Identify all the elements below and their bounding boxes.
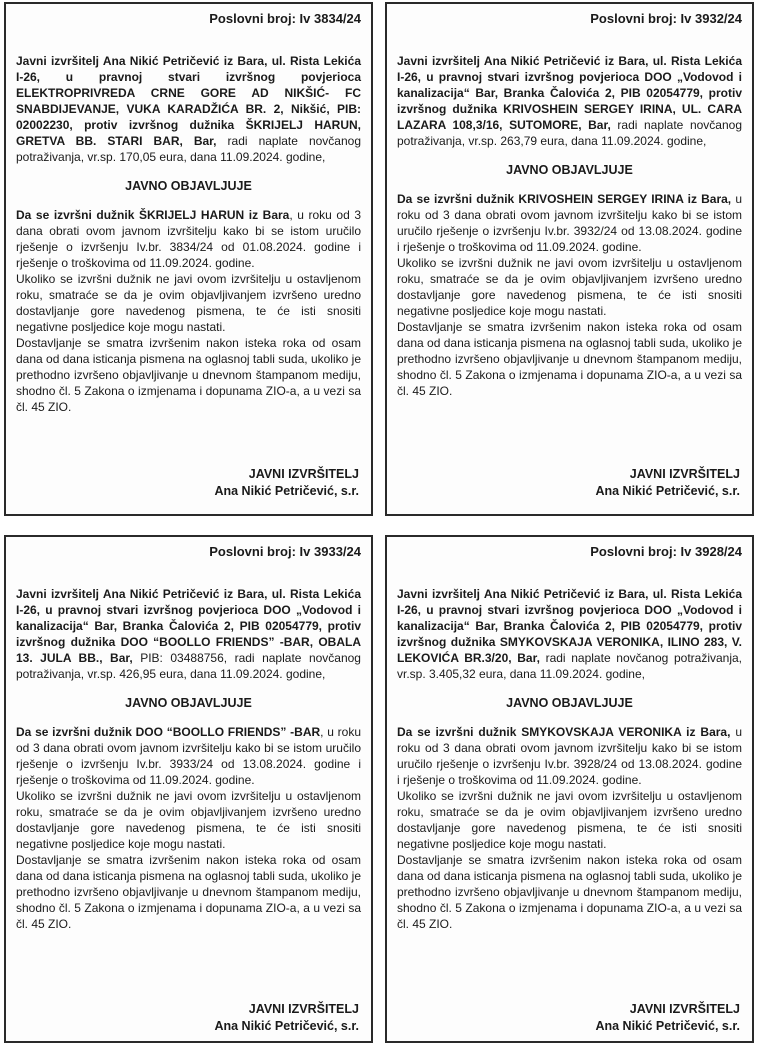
- signature-title: JAVNI IZVRŠITELJ: [248, 1002, 359, 1016]
- intro-rest: radi naplate novčanog potraživanja, vr.sp. 263,79 eura, dana 11.09.2024. godine,: [397, 118, 742, 148]
- debtor-bold: Da se izvršni dužnik DOO “BOOLLO FRIENDS” -BAR: [16, 725, 321, 739]
- notice-iv-3834: [4, 2, 373, 516]
- case-number: Poslovni broj: Iv 3932/24: [590, 11, 742, 26]
- debtor-bold: Da se izvršni dužnik SMYKOVSKAJA VERONIKA iz Bara,: [397, 725, 731, 739]
- signature-name: Ana Nikić Petričević, s.r.: [595, 484, 740, 498]
- notice-heading: JAVNO OBJAVLJUJE: [125, 696, 252, 710]
- paragraph-debtor: [16, 207, 361, 271]
- paragraph-delivery: Dostavljanje se smatra izvršenim nakon isteka roka od osam dana od dana isticanja pismena na oglasnoj tabli suda, ukoliko je prethodno izvršeno objavljivanje u dnevnom štampanom mediju, shodno čl. 5 Zakona o izmjenama i dopunama ZIO-a, a u vezi sa čl. 45 ZIO.: [16, 336, 361, 414]
- paragraph-consequences: Ukoliko se izvršni dužnik ne javi ovom izvršitelju u ostavljenom roku, smatraće se da je ovim objavljivanjem izvršeno uredno dostavljanje gore navedenog pismena, te će isti snositi negativne posljedice koje mogu nastati.: [397, 256, 742, 318]
- notice-body: [397, 191, 742, 399]
- paragraph-consequences: Ukoliko se izvršni dužnik ne javi ovom izvršitelju u ostavljenom roku, smatraće se da je ovim objavljivanjem izvršeno uredno dostavljanje gore navedenog pismena, te će isti snositi negativne posljedice koje mogu nastati.: [16, 272, 361, 334]
- notice-intro: [397, 53, 742, 149]
- notice-heading: JAVNO OBJAVLJUJE: [506, 163, 633, 177]
- paragraph-delivery: Dostavljanje se smatra izvršenim nakon isteka roka od osam dana od dana isticanja pismena na oglasnoj tabli suda, ukoliko je prethodno izvršeno objavljivanje u dnevnom štampanom mediju, shodno čl. 5 Zakona o izmjenama i dopunama ZIO-a, a u vezi sa čl. 45 ZIO.: [397, 320, 742, 398]
- case-number: Poslovni broj: Iv 3933/24: [209, 544, 361, 559]
- notice-intro: [397, 586, 742, 682]
- paragraph-debtor: [397, 724, 742, 788]
- notice-iv-3932: [385, 2, 754, 516]
- signature-name: Ana Nikić Petričević, s.r.: [595, 1019, 740, 1033]
- debtor-bold: Da se izvršni dužnik KRIVOSHEIN SERGEY IRINA iz Bara,: [397, 192, 732, 206]
- notice-iv-3933: [4, 535, 373, 1043]
- notice-body: [16, 207, 361, 415]
- debtor-rest: , u roku od 3 dana obrati ovom javnom izvršitelju kako bi se istom uručilo rješenje o izvršenju Iv.br. 3933/24 od 13.08.2024. godine i rješenje o troškovima od 11.09.2024. godine.: [16, 725, 361, 787]
- debtor-rest: , u roku od 3 dana obrati ovom javnom izvršitelju kako bi se istom uručilo rješenje o izvršenju Iv.br. 3834/24 od 01.08.2024. godine i rješenje o troškovima od 11.09.2024. godine.: [16, 208, 361, 270]
- notice-heading: JAVNO OBJAVLJUJE: [125, 179, 252, 193]
- notice-intro: [16, 586, 361, 682]
- paragraph-delivery: Dostavljanje se smatra izvršenim nakon isteka roka od osam dana od dana isticanja pismena na oglasnoj tabli suda, ukoliko je prethodno izvršeno objavljivanje u dnevnom štampanom mediju, shodno čl. 5 Zakona o izmjenama i dopunama ZIO-a, a u vezi sa čl. 45 ZIO.: [16, 853, 361, 931]
- debtor-rest: u roku od 3 dana obrati ovom javnom izvršitelju kako bi se istom uručilo rješenje o izvršenju Iv.br. 3928/24 od 13.08.2024. godine i rješenje o troškovima od 11.09.2024. godine.: [397, 725, 742, 787]
- paragraph-debtor: [397, 191, 742, 255]
- intro-bold: Javni izvršitelj Ana Nikić Petričević iz Bara, ul. Rista Lekića I-26, u pravnoj stvari izvršnog povjerioca DOO „Vodovod i kanalizacija“ Bar, Branka Čalovića 2, PIB 02054779, protiv izvršnog dužnika KRIVOSHEIN SERGEY IRINA, UL. CARA LAZARA 108,3/16, SUTOMORE, Bar,: [397, 54, 742, 132]
- signature-name: Ana Nikić Petričević, s.r.: [214, 1019, 359, 1033]
- intro-bold: Javni izvršitelj Ana Nikić Petričević iz Bara, ul. Rista Lekića I-26, u pravnoj stvari izvršnog povjerioca ELEKTROPRIVREDA CRNE GORE AD NIKŠIĆ- FC SNABDIJEVANJE, VUKA KARADŽIĆA BR. 2, Nikšić, PIB: 02002230, protiv izvršnog dužnika ŠKRIJELJ HARUN, GRETVA BB. STARI BAR, Bar,: [16, 54, 361, 148]
- signature-title: JAVNI IZVRŠITELJ: [629, 467, 740, 481]
- notice-intro: [16, 53, 361, 165]
- signature: [595, 1001, 740, 1035]
- debtor-rest: u roku od 3 dana obrati ovom javnom izvršitelju kako bi se istom uručilo rješenje o izvršenju Iv.br. 3932/24 od 13.08.2024. godine i rješenje o troškovima od 11.09.2024. godine.: [397, 192, 743, 254]
- notice-heading: JAVNO OBJAVLJUJE: [506, 696, 633, 710]
- paragraph-debtor: [16, 724, 361, 788]
- signature-title: JAVNI IZVRŠITELJ: [629, 1002, 740, 1016]
- case-number: Poslovni broj: Iv 3928/24: [590, 544, 742, 559]
- signature-title: JAVNI IZVRŠITELJ: [248, 467, 359, 481]
- notice-body: [16, 724, 361, 932]
- case-number: Poslovni broj: Iv 3834/24: [209, 11, 361, 26]
- signature-name: Ana Nikić Petričević, s.r.: [214, 484, 359, 498]
- intro-rest: radi naplate novčanog potraživanja, vr.sp. 170,05 eura, dana 11.09.2024. godine,: [16, 134, 361, 164]
- signature: [214, 466, 359, 500]
- intro-rest: radi naplate novčanog potraživanja, vr.sp. 3.405,32 eura, dana 11.09.2024. godine,: [397, 651, 743, 681]
- signature: [595, 466, 740, 500]
- paragraph-consequences: Ukoliko se izvršni dužnik ne javi ovom izvršitelju u ostavljenom roku, smatraće se da je ovim objavljivanjem izvršeno uredno dostavljanje gore navedenog pismena, te će isti snositi negativne posljedice koje mogu nastati.: [397, 789, 742, 851]
- paragraph-consequences: Ukoliko se izvršni dužnik ne javi ovom izvršitelju u ostavljenom roku, smatraće se da je ovim objavljivanjem izvršeno uredno dostavljanje gore navedenog pismena, te će isti snositi negativne posljedice koje mogu nastati.: [16, 789, 361, 851]
- notice-body: [397, 724, 742, 932]
- paragraph-delivery: Dostavljanje se smatra izvršenim nakon isteka roka od osam dana od dana isticanja pismena na oglasnoj tabli suda, ukoliko je prethodno izvršeno objavljivanje u dnevnom štampanom mediju, shodno čl. 5 Zakona o izmjenama i dopunama ZIO-a, a u vezi sa čl. 45 ZIO.: [397, 853, 742, 931]
- intro-rest: PIB: 03488756, radi naplate novčanog potraživanja, vr.sp. 426,95 eura, dana 11.09.2024. godine,: [16, 651, 361, 681]
- intro-bold: Javni izvršitelj Ana Nikić Petričević iz Bara, ul. Rista Lekića I-26, u pravnoj stvari izvršnog povjerioca DOO „Vodovod i kanalizacija“ Bar, Branka Čalovića 2, PIB 02054779, protiv izvršnog dužnika DOO “BOOLLO FRIENDS” -BAR, OBALA 13. JULA BB., Bar,: [16, 587, 361, 665]
- debtor-bold: Da se izvršni dužnik ŠKRIJELJ HARUN iz Bara: [16, 208, 290, 222]
- signature: [214, 1001, 359, 1035]
- notice-iv-3928: [385, 535, 754, 1043]
- intro-bold: Javni izvršitelj Ana Nikić Petričević iz Bara, ul. Rista Lekića I-26, u pravnoj stvari izvršnog povjerioca DOO „Vodovod i kanalizacija“ Bar, Branka Čalovića 2, PIB 02054779, protiv izvršnog dužnika SMYKOVSKAJA VERONIKA, ILINO 283, V. LEKOVIĆA BR.3/20, Bar,: [397, 587, 742, 665]
